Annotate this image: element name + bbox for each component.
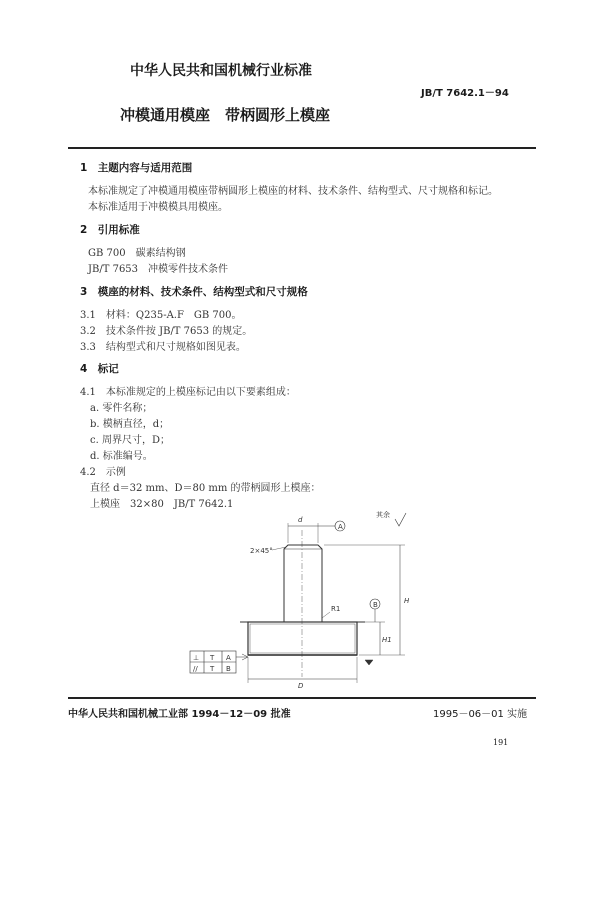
label-D: D (298, 682, 304, 690)
flange-outline (248, 622, 357, 655)
example-text: 直径 d＝32 mm、D＝80 mm 的带柄圆形上模座： (90, 483, 321, 494)
label-H1: H1 (382, 636, 392, 644)
section-1-para-1: 本标准规定了冲模通用模座带柄圆形上模座的材料、技术条件、结构型式、尺寸规格和标记。 (88, 186, 498, 197)
element-d: d. 标准编号。 (90, 451, 153, 462)
example-marking: 上模座 32×80 JB/T 7642.1 (90, 499, 234, 510)
fcf-symbol-perpendicular: ⊥ (193, 654, 200, 662)
issued-line: 中华人民共和国机械工业部 1994－12－09 批准 (68, 709, 291, 720)
element-b: b. 模柄直径，d； (90, 419, 170, 430)
clause-3-3: 3.3 结构型式和尺寸规格如图见表。 (80, 342, 246, 353)
section-3-heading: 3 模座的材料、技术条件、结构型式和尺寸规格 (80, 286, 308, 298)
label-H: H (404, 597, 410, 605)
fcf-tolerance-2: T (210, 665, 215, 673)
section-4-heading: 4 标记 (80, 363, 119, 375)
element-a: a. 零件名称； (90, 403, 153, 414)
reference-gb700: GB 700 碳素结构钢 (88, 248, 186, 259)
datum-triangle (365, 660, 373, 665)
label-datum-b: B (373, 601, 378, 609)
reference-jbt7653: JB/T 7653 冲模零件技术条件 (88, 264, 229, 275)
radius-leader (322, 612, 330, 618)
section-1-heading: 1 主题内容与适用范围 (80, 162, 193, 174)
clause-3-2: 3.2 技术条件按 JB/T 7653 的规定。 (80, 326, 253, 337)
section-2-heading: 2 引用标准 (80, 224, 140, 236)
label-datum-a: A (338, 523, 343, 531)
org-title: 中华人民共和国机械行业标准 (130, 63, 312, 79)
clause-3-1: 3.1 材料：Q235-A.F GB 700。 (80, 310, 242, 321)
roughness-symbol (395, 513, 406, 526)
mold-base-drawing (180, 505, 420, 690)
standard-number: JB/T 7642.1－94 (421, 88, 509, 99)
label-d: d (298, 516, 303, 524)
clause-4-2: 4.2 示例 (80, 467, 126, 478)
element-c: c. 周界尺寸，D； (90, 435, 170, 446)
flange-inner-edge (250, 624, 355, 653)
shank-outline (284, 545, 322, 622)
effective-date: 1995－06－01 实施 (433, 709, 528, 720)
document-title: 冲模通用模座 带柄圆形上模座 (120, 106, 331, 124)
header-rule (68, 147, 536, 149)
fcf-datum-2: B (226, 665, 231, 673)
clause-4-1: 4.1 本标准规定的上模座标记由以下要素组成： (80, 387, 296, 398)
fcf-symbol-parallel: // (193, 665, 198, 673)
fcf-tolerance-1: T (210, 654, 215, 662)
section-1-para-2: 本标准适用于冲模模具用模座。 (88, 202, 228, 213)
label-roughness: 其余 (376, 511, 390, 519)
label-chamfer: 2×45° (250, 547, 273, 555)
footer-rule (68, 697, 536, 699)
page-number: 191 (493, 738, 509, 747)
fcf-datum-1: A (226, 654, 231, 662)
label-radius: R1 (331, 605, 341, 613)
